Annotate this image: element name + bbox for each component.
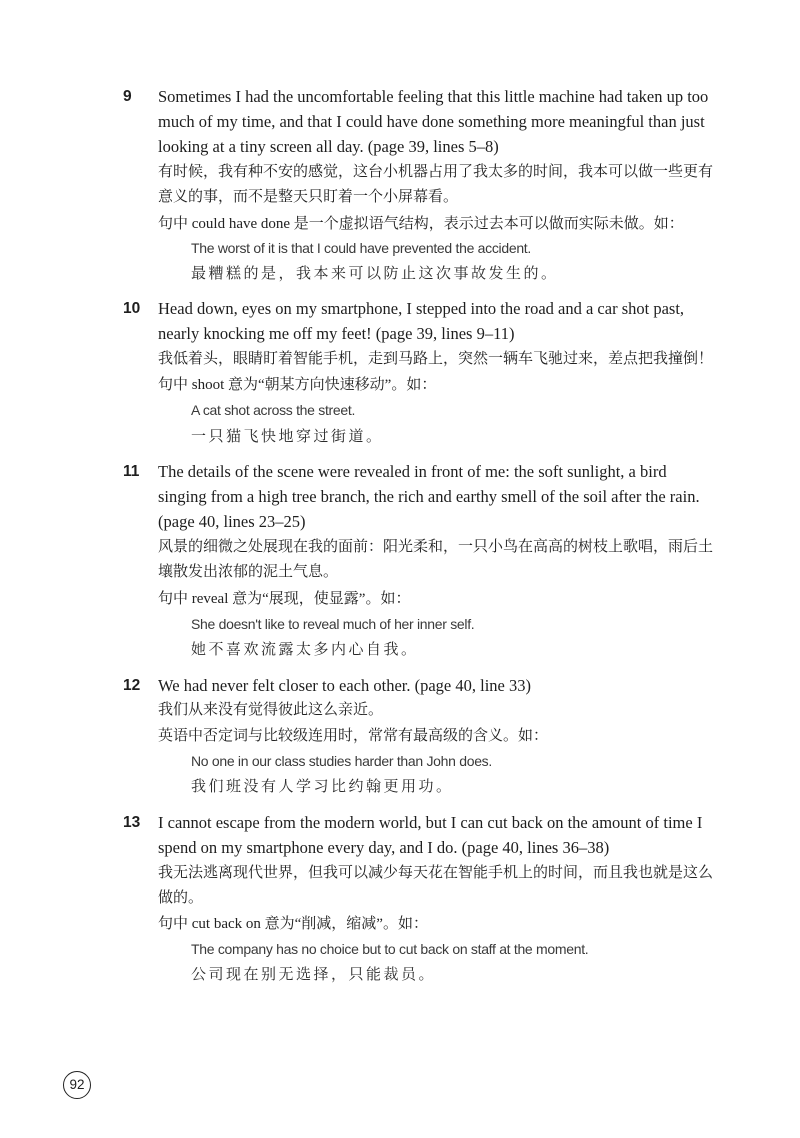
note-number: 12 xyxy=(123,677,141,694)
english-sentence-line: (page 40, lines 23–25) xyxy=(158,512,306,531)
english-sentence-line: I cannot escape from the modern world, but I can cut back on the amount of time I xyxy=(158,813,703,832)
note-number: 11 xyxy=(123,463,140,480)
example-sentence-english: The worst of it is that I could have prevented the accident. xyxy=(191,240,531,256)
grammar-explanation: 英语中否定词与比较级连用时，常常有最高级的含义。如： xyxy=(158,728,549,744)
example-sentence-chinese: 她不喜欢流露太多内心自我。 xyxy=(191,642,419,658)
page-number-badge: 92 xyxy=(63,1071,91,1099)
chinese-translation-line: 壤散发出浓郁的泥土气息。 xyxy=(158,564,339,580)
english-sentence-line: spend on my smartphone every day, and I do. (page 40, lines 36–38) xyxy=(158,838,610,857)
grammar-explanation: 句中 shoot 意为“朝某方向快速移动”。如： xyxy=(158,377,437,393)
chinese-translation-line: 我无法逃离现代世界，但我可以减少每天花在智能手机上的时间，而且我也就是这么 xyxy=(158,865,714,881)
note-number: 13 xyxy=(123,814,141,831)
example-sentence-english: The company has no choice but to cut back on staff at the moment. xyxy=(191,941,589,957)
chinese-translation-line: 风景的细微之处展现在我的面前：阳光柔和，一只小鸟在高高的树枝上歌唱，雨后土 xyxy=(158,539,714,555)
example-sentence-english: She doesn't like to reveal much of her inner self. xyxy=(191,616,475,632)
chinese-translation-line: 做的。 xyxy=(158,890,204,906)
example-sentence-chinese: 一只猫飞快地穿过街道。 xyxy=(191,429,384,445)
english-sentence-line: Sometimes I had the uncomfortable feeling that this little machine had taken up too xyxy=(158,87,709,106)
example-sentence-chinese: 我们班没有人学习比约翰更用功。 xyxy=(191,779,454,795)
chinese-translation-line: 我们从来没有觉得彼此这么亲近。 xyxy=(158,702,384,718)
grammar-explanation: 句中 reveal 意为“展现，使显露”。如： xyxy=(158,591,411,607)
grammar-explanation: 句中 cut back on 意为“削减，缩减”。如： xyxy=(158,916,428,932)
english-sentence-line: Head down, eyes on my smartphone, I stepped into the road and a car shot past, xyxy=(158,299,685,318)
english-sentence-line: singing from a high tree branch, the rich and earthy smell of the soil after the rain. xyxy=(158,487,700,506)
example-sentence-chinese: 最糟糕的是，我本来可以防止这次事故发生的。 xyxy=(191,266,559,282)
english-sentence-line: We had never felt closer to each other. (page 40, line 33) xyxy=(158,676,531,695)
chinese-translation-line: 有时候，我有种不安的感觉，这台小机器占用了我太多的时间，我本可以做一些更有 xyxy=(158,164,714,180)
chinese-translation-line: 意义的事，而不是整天只盯着一个小屏幕看。 xyxy=(158,189,459,205)
example-sentence-english: A cat shot across the street. xyxy=(191,402,356,418)
english-sentence-line: The details of the scene were revealed in front of me: the soft sunlight, a bird xyxy=(158,462,667,481)
english-sentence-line: nearly knocking me off my feet! (page 39, lines 9–11) xyxy=(158,324,515,343)
english-sentence-line: much of my time, and that I could have done something more meaningful than just xyxy=(158,112,705,131)
chinese-translation-line: 我低着头，眼睛盯着智能手机，走到马路上，突然一辆车飞驰过来，差点把我撞倒！ xyxy=(158,351,714,367)
english-sentence-line: looking at a tiny screen all day. (page 39, lines 5–8) xyxy=(158,137,499,156)
example-sentence-chinese: 公司现在别无选择，只能裁员。 xyxy=(191,967,437,983)
note-number: 9 xyxy=(123,88,132,105)
grammar-explanation: 句中 could have done 是一个虚拟语气结构，表示过去本可以做而实际未做。如： xyxy=(158,216,684,232)
note-number: 10 xyxy=(123,300,141,317)
example-sentence-english: No one in our class studies harder than John does. xyxy=(191,753,492,769)
